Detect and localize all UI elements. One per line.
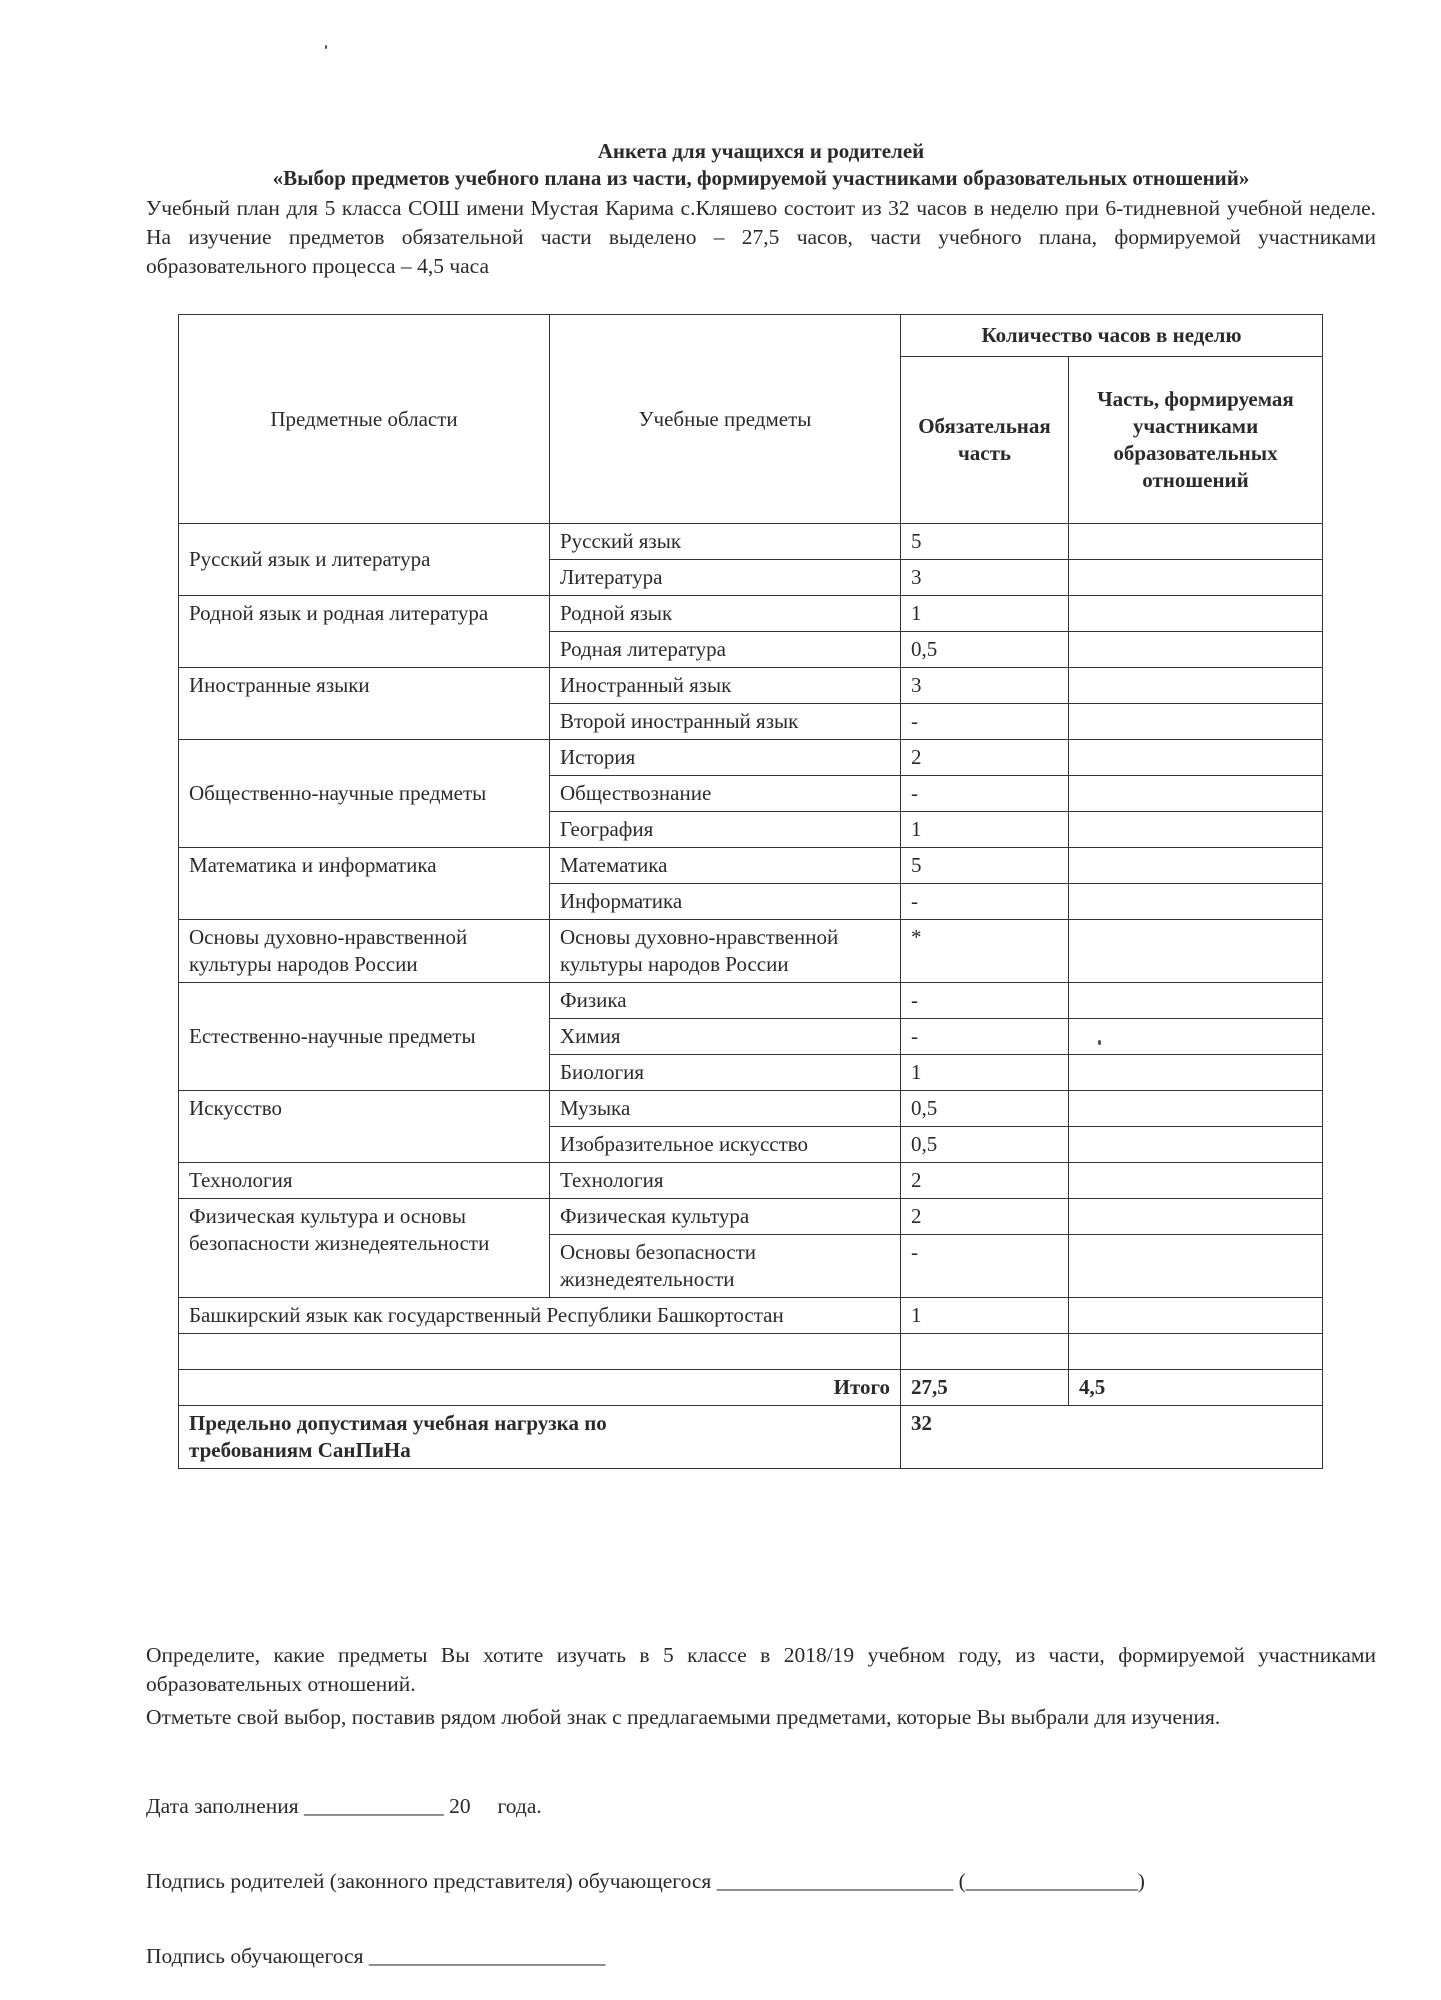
- area-cell: Искусство: [179, 1091, 550, 1163]
- student-signature-label: Подпись обучающегося: [146, 1944, 364, 1968]
- date-label: Дата заполнения: [146, 1794, 299, 1818]
- empty-cell[interactable]: [1069, 1334, 1323, 1370]
- max-load-text: Предельно допустимая учебная нагрузка по требованиям СанПиНа: [189, 1411, 607, 1462]
- formed-hours-cell[interactable]: [1069, 1163, 1323, 1199]
- formed-hours-cell[interactable]: [1069, 812, 1323, 848]
- subject-cell: Математика: [550, 848, 901, 884]
- formed-hours-cell[interactable]: [1069, 560, 1323, 596]
- table-row: [179, 848, 1323, 884]
- subject-cell: Информатика: [550, 884, 901, 920]
- mandatory-hours-cell: -: [901, 884, 1069, 920]
- mandatory-hours-cell: -: [901, 776, 1069, 812]
- formed-hours-cell[interactable]: [1069, 920, 1323, 983]
- table-row: [179, 920, 1323, 983]
- scan-speck: [1098, 1040, 1101, 1045]
- mandatory-hours-cell: 2: [901, 1199, 1069, 1235]
- parent-signature-line: [146, 1869, 1376, 1894]
- subject-cell: Химия: [550, 1019, 901, 1055]
- area-cell: Технология: [179, 1163, 550, 1199]
- subject-cell: География: [550, 812, 901, 848]
- header-formed: Часть, формируемая участниками образовательных отношений: [1069, 357, 1323, 524]
- formed-hours-cell[interactable]: [1069, 740, 1323, 776]
- formed-hours-cell[interactable]: [1069, 1019, 1323, 1055]
- student-signature-line: [146, 1944, 1376, 1969]
- mandatory-hours-cell: 1: [901, 1055, 1069, 1091]
- subject-cell: Изобразительное искусство: [550, 1127, 901, 1163]
- area-cell: Русский язык и литература: [179, 524, 550, 596]
- mandatory-hours-cell: 2: [901, 1163, 1069, 1199]
- area-cell: Естественно-научные предметы: [179, 983, 550, 1091]
- bashkir-mandatory-hours: 1: [901, 1298, 1069, 1334]
- total-formed: 4,5: [1069, 1370, 1323, 1406]
- parent-signature-label: Подпись родителей (законного представителя) обучающегося: [146, 1869, 712, 1893]
- subject-cell: Русский язык: [550, 524, 901, 560]
- document-subtitle: «Выбор предметов учебного плана из части, формируемой участниками образовательных отношений»: [272, 166, 1250, 190]
- table-row: [179, 983, 1323, 1019]
- table-row: [179, 1199, 1323, 1235]
- mandatory-hours-cell: 3: [901, 668, 1069, 704]
- mandatory-hours-cell: 0,5: [901, 1127, 1069, 1163]
- mandatory-hours-cell: *: [901, 920, 1069, 983]
- total-mandatory: 27,5: [901, 1370, 1069, 1406]
- formed-hours-cell[interactable]: [1069, 1055, 1323, 1091]
- date-blank[interactable]: _____________: [304, 1794, 444, 1818]
- subject-cell: Физика: [550, 983, 901, 1019]
- max-load-value: 32: [901, 1406, 1323, 1469]
- area-cell: Общественно-научные предметы: [179, 740, 550, 848]
- document-title: Анкета для учащихся и родителей: [597, 139, 925, 163]
- subject-cell: Литература: [550, 560, 901, 596]
- area-cell: Основы духовно-нравственной культуры народов России: [179, 920, 550, 983]
- header-areas: Предметные области: [179, 315, 550, 524]
- formed-hours-cell[interactable]: [1069, 884, 1323, 920]
- subject-cell: Физическая культура: [550, 1199, 901, 1235]
- subject-cell: Иностранный язык: [550, 668, 901, 704]
- table-row: [179, 740, 1323, 776]
- mandatory-hours-cell: 2: [901, 740, 1069, 776]
- table-row: [179, 524, 1323, 560]
- student-signature-blank[interactable]: ______________________: [368, 1944, 606, 1968]
- mandatory-hours-cell: 5: [901, 524, 1069, 560]
- instruction-paragraph-2: Отметьте свой выбор, поставив рядом любой знак с предлагаемыми предметами, которые Вы выбрали для изучения.: [146, 1705, 1221, 1729]
- area-cell: Математика и информатика: [179, 848, 550, 920]
- formed-hours-cell[interactable]: [1069, 1091, 1323, 1127]
- subject-cell: Обществознание: [550, 776, 901, 812]
- instruction-paragraph-1: Определите, какие предметы Вы хотите изучать в 5 классе в 2018/19 учебном году, из части, формируемой участниками образовательных отношений.: [146, 1643, 1376, 1696]
- empty-cell[interactable]: [179, 1334, 901, 1370]
- formed-hours-cell[interactable]: [1069, 524, 1323, 560]
- formed-hours-cell[interactable]: [1069, 848, 1323, 884]
- parent-name-blank[interactable]: (________________): [958, 1869, 1145, 1893]
- mandatory-hours-cell: 3: [901, 560, 1069, 596]
- mandatory-hours-cell: -: [901, 1235, 1069, 1298]
- bashkir-formed-hours[interactable]: [1069, 1298, 1323, 1334]
- header-hours: Количество часов в неделю: [901, 315, 1323, 357]
- formed-hours-cell[interactable]: [1069, 776, 1323, 812]
- table-header-row: [179, 315, 1323, 357]
- formed-hours-cell[interactable]: [1069, 668, 1323, 704]
- scan-speck: [325, 45, 327, 49]
- table-row: [179, 596, 1323, 632]
- mandatory-hours-cell: 1: [901, 596, 1069, 632]
- total-label: Итого: [179, 1370, 901, 1406]
- formed-hours-cell[interactable]: [1069, 1235, 1323, 1298]
- header-subjects: Учебные предметы: [550, 315, 901, 524]
- max-load-row: [179, 1406, 1323, 1469]
- bashkir-label: Башкирский язык как государственный Республики Башкортостан: [179, 1298, 901, 1334]
- formed-hours-cell[interactable]: [1069, 1127, 1323, 1163]
- mandatory-hours-cell: -: [901, 704, 1069, 740]
- mandatory-hours-cell: -: [901, 983, 1069, 1019]
- formed-hours-cell[interactable]: [1069, 1199, 1323, 1235]
- subject-cell: История: [550, 740, 901, 776]
- mandatory-hours-cell: 1: [901, 812, 1069, 848]
- curriculum-table: [178, 314, 1323, 1469]
- subject-cell: Основы безопасности жизнедеятельности: [550, 1235, 901, 1298]
- mandatory-hours-cell: 5: [901, 848, 1069, 884]
- mandatory-hours-cell: 0,5: [901, 632, 1069, 668]
- subject-cell: Технология: [550, 1163, 901, 1199]
- max-load-label: [179, 1406, 901, 1469]
- area-cell: Физическая культура и основы безопасности жизнедеятельности: [179, 1199, 550, 1298]
- formed-hours-cell[interactable]: [1069, 596, 1323, 632]
- subject-cell: Основы духовно-нравственной культуры народов России: [550, 920, 901, 983]
- empty-cell[interactable]: [901, 1334, 1069, 1370]
- date-line: [146, 1794, 1376, 1819]
- formed-hours-cell[interactable]: [1069, 704, 1323, 740]
- header-mandatory: Обязательная часть: [901, 357, 1069, 524]
- subject-cell: Второй иностранный язык: [550, 704, 901, 740]
- subject-cell: Родная литература: [550, 632, 901, 668]
- bashkir-row: [179, 1298, 1323, 1334]
- formed-hours-cell[interactable]: [1069, 632, 1323, 668]
- subject-cell: Родной язык: [550, 596, 901, 632]
- date-year: 20: [449, 1794, 471, 1818]
- subject-cell: Биология: [550, 1055, 901, 1091]
- table-row: [179, 1091, 1323, 1127]
- date-suffix: года.: [497, 1794, 542, 1818]
- formed-hours-cell[interactable]: [1069, 983, 1323, 1019]
- table-row: [179, 1163, 1323, 1199]
- area-cell: Родной язык и родная литература: [179, 596, 550, 668]
- area-cell: Иностранные языки: [179, 668, 550, 740]
- table-row: [179, 668, 1323, 704]
- total-row: [179, 1370, 1323, 1406]
- parent-signature-blank[interactable]: ______________________: [716, 1869, 954, 1893]
- subject-cell: Музыка: [550, 1091, 901, 1127]
- intro-paragraph: Учебный план для 5 класса СОШ имени Мустая Карима с.Кляшево состоит из 32 часов в неделю при 6-тидневной учебной неделе. На изучение предметов обязательной части выделено – 27,5 часов, части учебного плана, формируемой участниками образовательного процесса – 4,5 часа: [146, 196, 1376, 278]
- empty-row: [179, 1334, 1323, 1370]
- mandatory-hours-cell: 0,5: [901, 1091, 1069, 1127]
- mandatory-hours-cell: -: [901, 1019, 1069, 1055]
